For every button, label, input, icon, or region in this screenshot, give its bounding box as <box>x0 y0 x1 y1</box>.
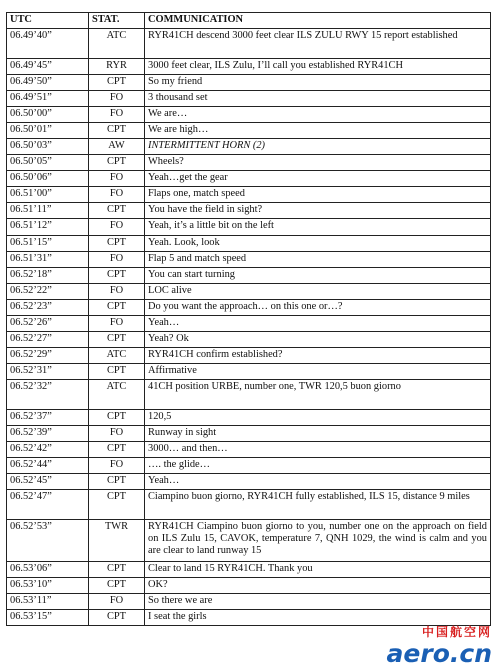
table-row <box>7 29 491 59</box>
communication-cell: Flap 5 and match speed <box>145 251 491 267</box>
communication-cell: Do you want the approach… on this one or…? <box>145 299 491 315</box>
station-cell: CPT <box>89 610 145 626</box>
station-cell: ATC <box>89 348 145 364</box>
communication-cell: 3 thousand set <box>145 90 491 106</box>
communication-cell: LOC alive <box>145 283 491 299</box>
communication-table <box>6 12 491 626</box>
table-row <box>7 442 491 458</box>
communication-cell: 3000… and then… <box>145 442 491 458</box>
table-row <box>7 364 491 380</box>
table-row <box>7 267 491 283</box>
station-cell: FO <box>89 171 145 187</box>
table-row <box>7 122 491 138</box>
station-cell: FO <box>89 458 145 474</box>
utc-cell: 06.51’11” <box>7 203 89 219</box>
table-row <box>7 219 491 235</box>
communication-cell: Yeah… <box>145 474 491 490</box>
aero-cn-watermark-logo <box>334 622 494 666</box>
station-cell: CPT <box>89 299 145 315</box>
station-cell: FO <box>89 283 145 299</box>
watermark-chinese-text: 中国航空网 <box>421 625 492 639</box>
station-cell: CPT <box>89 490 145 520</box>
table-header-row <box>7 13 491 29</box>
table-row <box>7 474 491 490</box>
station-cell: ATC <box>89 380 145 410</box>
communication-cell: INTERMITTENT HORN (2) <box>145 138 491 154</box>
communication-cell: Ciampino buon giorno, RYR41CH fully established, ILS 15, distance 9 miles <box>145 490 491 520</box>
table-row <box>7 283 491 299</box>
station-cell: RYR <box>89 58 145 74</box>
station-cell: FO <box>89 594 145 610</box>
utc-cell: 06.50’06” <box>7 171 89 187</box>
utc-cell: 06.52’18” <box>7 267 89 283</box>
utc-cell: 06.51’12” <box>7 219 89 235</box>
communication-cell: RYR41CH descend 3000 feet clear ILS ZULU RWY 15 report established <box>145 29 491 59</box>
station-cell: FO <box>89 251 145 267</box>
utc-cell: 06.49’45” <box>7 58 89 74</box>
communication-cell: We are… <box>145 106 491 122</box>
utc-cell: 06.52’53” <box>7 519 89 561</box>
communication-cell: 120,5 <box>145 409 491 425</box>
header-utc: UTC <box>7 13 89 29</box>
table-row <box>7 155 491 171</box>
utc-cell: 06.49’50” <box>7 74 89 90</box>
table-row <box>7 348 491 364</box>
table-row <box>7 203 491 219</box>
communication-cell: I seat the girls <box>145 610 491 626</box>
utc-cell: 06.53’15” <box>7 610 89 626</box>
communication-cell: RYR41CH Ciampino buon giorno to you, number one on the approach on field on ILS Zulu 15, CAVOK, temperature 7, QNH 1029, the wind is calm and you are clear to land runway 15 <box>145 519 491 561</box>
station-cell: TWR <box>89 519 145 561</box>
station-cell: FO <box>89 90 145 106</box>
station-cell: CPT <box>89 561 145 577</box>
station-cell: CPT <box>89 442 145 458</box>
utc-cell: 06.49’51” <box>7 90 89 106</box>
station-cell: FO <box>89 425 145 441</box>
station-cell: CPT <box>89 474 145 490</box>
utc-cell: 06.52’32” <box>7 380 89 410</box>
utc-cell: 06.52’22” <box>7 283 89 299</box>
communication-cell: You can start turning <box>145 267 491 283</box>
table-row <box>7 74 491 90</box>
table-row <box>7 58 491 74</box>
table-row <box>7 519 491 561</box>
communication-cell: Yeah…get the gear <box>145 171 491 187</box>
table-row <box>7 380 491 410</box>
utc-cell: 06.52’44” <box>7 458 89 474</box>
station-cell: FO <box>89 219 145 235</box>
communication-cell: Yeah? Ok <box>145 332 491 348</box>
utc-cell: 06.52’37” <box>7 409 89 425</box>
table-row <box>7 171 491 187</box>
communication-cell: So there we are <box>145 594 491 610</box>
watermark-latin-text: aero.cn <box>386 639 492 666</box>
utc-cell: 06.53’06” <box>7 561 89 577</box>
station-cell: ATC <box>89 29 145 59</box>
table-row <box>7 561 491 577</box>
utc-cell: 06.52’31” <box>7 364 89 380</box>
communication-cell: RYR41CH confirm established? <box>145 348 491 364</box>
table-row <box>7 251 491 267</box>
table-row <box>7 409 491 425</box>
station-cell: CPT <box>89 235 145 251</box>
utc-cell: 06.52’27” <box>7 332 89 348</box>
utc-cell: 06.50’03” <box>7 138 89 154</box>
table-row <box>7 187 491 203</box>
communication-cell: So my friend <box>145 74 491 90</box>
utc-cell: 06.51’15” <box>7 235 89 251</box>
header-communication: COMMUNICATION <box>145 13 491 29</box>
table-row <box>7 425 491 441</box>
transcript-sheet <box>6 12 491 626</box>
utc-cell: 06.49’40” <box>7 29 89 59</box>
communication-cell: Yeah… <box>145 316 491 332</box>
communication-cell: We are high… <box>145 122 491 138</box>
communication-cell: OK? <box>145 577 491 593</box>
utc-cell: 06.52’47” <box>7 490 89 520</box>
utc-cell: 06.50’01” <box>7 122 89 138</box>
station-cell: CPT <box>89 577 145 593</box>
utc-cell: 06.51’00” <box>7 187 89 203</box>
station-cell: FO <box>89 106 145 122</box>
station-cell: CPT <box>89 203 145 219</box>
table-row <box>7 299 491 315</box>
communication-cell: Clear to land 15 RYR41CH. Thank you <box>145 561 491 577</box>
table-row <box>7 90 491 106</box>
station-cell: CPT <box>89 409 145 425</box>
communication-cell: …. the glide… <box>145 458 491 474</box>
station-cell: FO <box>89 187 145 203</box>
utc-cell: 06.50’05” <box>7 155 89 171</box>
utc-cell: 06.52’39” <box>7 425 89 441</box>
table-row <box>7 490 491 520</box>
utc-cell: 06.53’11” <box>7 594 89 610</box>
station-cell: AW <box>89 138 145 154</box>
table-row <box>7 577 491 593</box>
table-row <box>7 332 491 348</box>
communication-cell: 3000 feet clear, ILS Zulu, I’ll call you established RYR41CH <box>145 58 491 74</box>
communication-cell: 41CH position URBE, number one, TWR 120,5 buon giorno <box>145 380 491 410</box>
utc-cell: 06.52’45” <box>7 474 89 490</box>
utc-cell: 06.52’42” <box>7 442 89 458</box>
table-row <box>7 458 491 474</box>
table-row <box>7 594 491 610</box>
communication-cell: Affirmative <box>145 364 491 380</box>
station-cell: CPT <box>89 364 145 380</box>
communication-cell: Yeah. Look, look <box>145 235 491 251</box>
table-row <box>7 138 491 154</box>
station-cell: FO <box>89 316 145 332</box>
utc-cell: 06.51’31” <box>7 251 89 267</box>
header-station: STAT. <box>89 13 145 29</box>
station-cell: CPT <box>89 267 145 283</box>
utc-cell: 06.52’26” <box>7 316 89 332</box>
utc-cell: 06.52’29” <box>7 348 89 364</box>
station-cell: CPT <box>89 332 145 348</box>
table-row <box>7 316 491 332</box>
station-cell: CPT <box>89 155 145 171</box>
table-row <box>7 235 491 251</box>
communication-cell: Flaps one, match speed <box>145 187 491 203</box>
station-cell: CPT <box>89 74 145 90</box>
utc-cell: 06.52’23” <box>7 299 89 315</box>
communication-cell: Runway in sight <box>145 425 491 441</box>
communication-cell: Yeah, it’s a little bit on the left <box>145 219 491 235</box>
table-row <box>7 106 491 122</box>
table-body <box>7 29 491 626</box>
station-cell: CPT <box>89 122 145 138</box>
communication-cell: You have the field in sight? <box>145 203 491 219</box>
utc-cell: 06.50’00” <box>7 106 89 122</box>
communication-cell: Wheels? <box>145 155 491 171</box>
utc-cell: 06.53’10” <box>7 577 89 593</box>
